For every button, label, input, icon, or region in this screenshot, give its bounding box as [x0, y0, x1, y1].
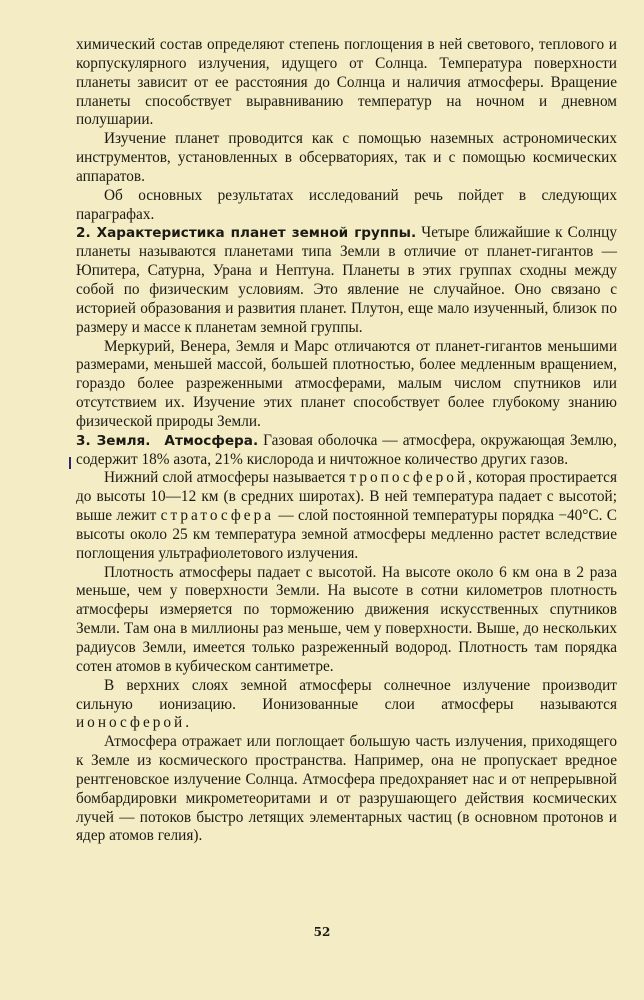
layers-text-c: — слой постоянной температуры порядка −40°С. С высоты около 25 км температура земной атмосферы медленно растет вследствие поглощения ультрафиолетового излучения. [76, 507, 618, 562]
section-3-paragraph-1 [76, 432, 617, 470]
term-troposphere: тропосферой [349, 469, 469, 487]
term-stratosphere: стратосфера [160, 507, 275, 525]
section-3-heading-title: Атмосфера. [164, 432, 259, 449]
section-2-paragraph-2: Меркурий, Венера, Земля и Марс отличаются от планет-гигантов меньшими размерами, меньшей массой, большей плотностью, более медленным вращением, гораздо более разреженными атмосферами, малым числом спутников или отсутствием их. Изучение этих планет способствует более глубокому знанию физической природы Земли. [76, 337, 617, 430]
margin-pencil-mark [69, 457, 71, 469]
section-3-paragraph-ionosphere [76, 677, 617, 734]
ionosphere-text: В верхних слоях земной атмосферы солнечное излучение производит сильную ионизацию. Ионизованные слои атмосферы называются [76, 676, 617, 713]
section-3-paragraph-density: Плотность атмосферы падает с высотой. На высоте около 6 км она в 2 раза меньше, чем у поверхности Земли. На высоте в сотни километров плотность атмосферы измеряется по торможению движения искусственных спутников Земли. Там она в миллионы раз меньше, чем у поверхности. Выше, до нескольких радиусов Земли, имеется только разреженный водород. Плотность там порядка сотен атомов в кубическом сантиметре. [76, 563, 617, 675]
ionosphere-period: . [185, 714, 190, 732]
layers-text-a: Нижний слой атмосферы называется [104, 469, 346, 487]
section-3-paragraph-protection: Атмосфера отражает или поглощает большую часть излучения, приходящего к Земле из космического пространства. Например, она не пропускает вредное рентгеновское излучение Солнца. Атмосфера предохраняет нас и от непрерывной бомбардировки микрометеоритами и от разрушающего действия космических лучей — потоков быстро летящих элементарных частиц (в основном протонов и ядер атомов гелия). [76, 733, 617, 845]
section-3-paragraph-layers [76, 469, 617, 563]
paragraph-intro-continuation: химический состав определяют степень поглощения в ней светового, теплового и корпускулярного излучения, идущего от Солнца. Температура поверхности планеты зависит от ее расстояния до Солнца и наличия атмосферы. Вращение планеты способствует выравниванию температур на ночном и дневном полушарии. [76, 36, 617, 129]
paragraph-next-sections: Об основных результатах исследований речь пойдет в следующих параграфах. [76, 186, 617, 223]
page-text [76, 36, 617, 846]
page-number: 52 [313, 925, 331, 939]
section-2-text: Четыре ближайшие к Солнцу планеты называются планетами типа Земли в отличие от планет-гигантов — Юпитера, Сатурна, Урана и Нептуна. Планеты в этих группах сходны между собой по физическим условиям. Это явление не случайное. Оно связано с историей образования и развития планет. Плутон, еще мало изученный, близок по размеру и массе к планетам земной группы. [76, 224, 617, 336]
term-ionosphere: ионосферой [76, 714, 186, 732]
section-2-paragraph-1 [76, 224, 617, 337]
section-3-heading-number: 3. Земля. [76, 432, 151, 449]
section-3-text: Газовая оболочка — атмосфера, окружающая Землю, содержит 18% азота, 21% кислорода и ничтожное количество других газов. [76, 431, 617, 468]
paragraph-study-methods: Изучение планет проводится как с помощью наземных астрономических инструментов, установленных в обсерваториях, так и с помощью космических аппаратов. [76, 130, 617, 185]
section-2-heading: 2. Характеристика планет земной группы. [76, 225, 417, 242]
layers-text-b: , которая простирается до высоты 10—12 км (в средних широтах). В ней температура падает с высотой; выше лежит [76, 469, 617, 525]
